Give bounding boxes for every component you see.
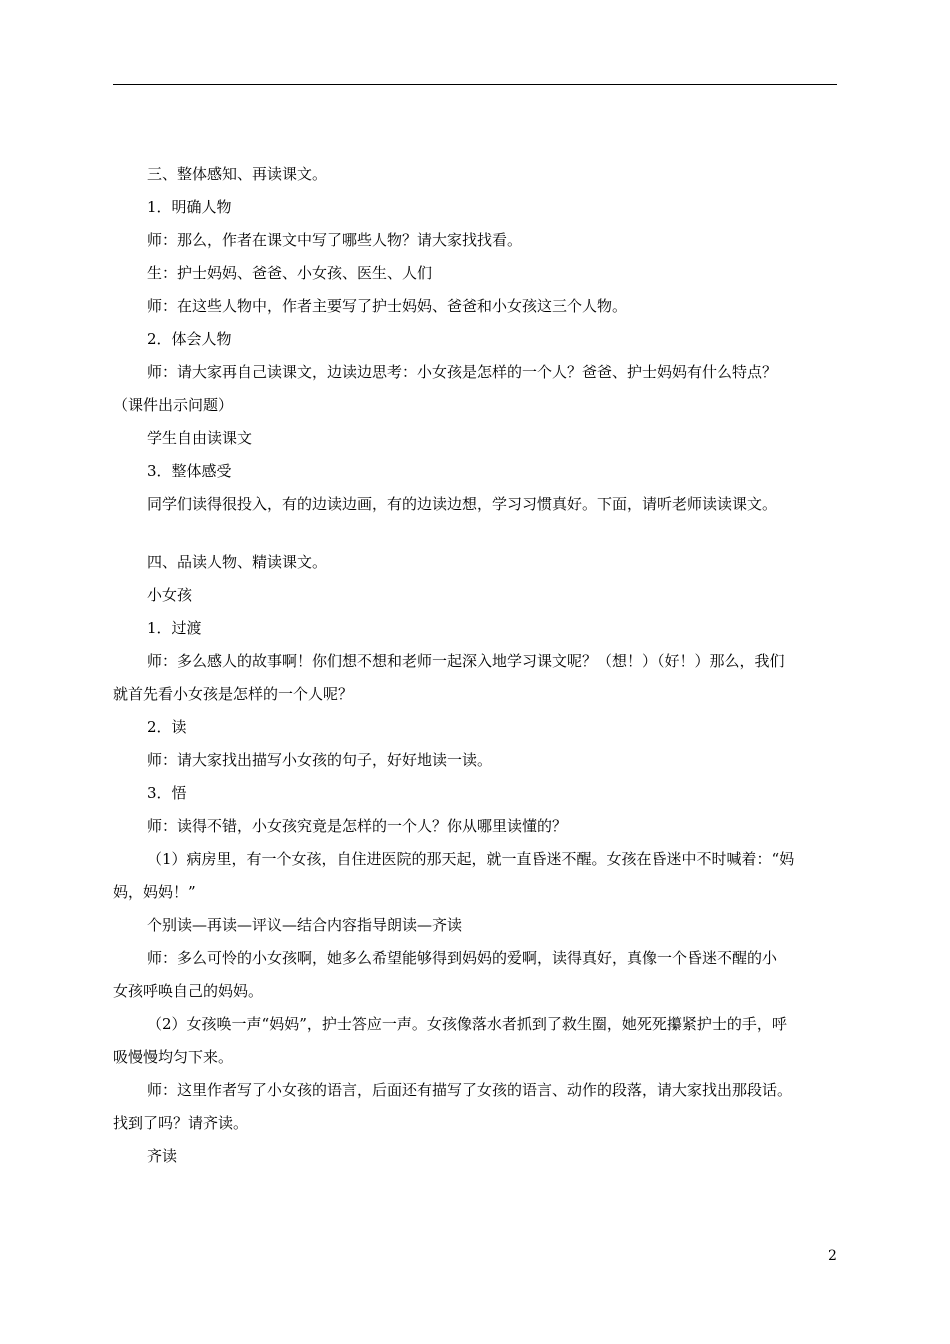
paragraph-line: 女孩呼唤自己的妈妈。 (113, 982, 264, 1000)
subheading: 2．体会人物 (147, 330, 232, 348)
paragraph-line: （1）病房里，有一个女孩，自住进医院的那天起，就一直昏迷不醒。女孩在昏迷中不时喊着：“妈 (147, 850, 795, 868)
paragraph-line: 师：这里作者写了小女孩的语言，后面还有描写了女孩的语言、动作的段落，请大家找出那段话。 (147, 1081, 793, 1099)
subheading: 3．悟 (147, 784, 187, 802)
paragraph-line: （课件出示问题） (113, 396, 234, 414)
page-number: 2 (828, 1248, 837, 1264)
subheading: 1．明确人物 (147, 198, 232, 216)
section-heading: 四、品读人物、精读课文。 (147, 553, 328, 571)
paragraph-line: 师：在这些人物中，作者主要写了护士妈妈、爸爸和小女孩这三个人物。 (147, 297, 628, 315)
paragraph-line: 生：护士妈妈、爸爸、小女孩、医生、人们 (147, 264, 433, 282)
paragraph-line: 师：多么可怜的小女孩啊，她多么希望能够得到妈妈的爱啊，读得真好，真像一个昏迷不醒的小 (147, 949, 778, 967)
section-gap (113, 521, 837, 546)
header-rule (113, 84, 837, 85)
paragraph-line: 师：请大家找出描写小女孩的句子，好好地读一读。 (147, 751, 493, 769)
paragraph-line: 吸慢慢均匀下来。 (113, 1048, 234, 1066)
paragraph-line: 同学们读得很投入，有的边读边画，有的边读边想，学习习惯真好。下面，请听老师读读课文。 (147, 495, 778, 513)
paragraph-line: 师：请大家再自己读课文，边读边思考：小女孩是怎样的一个人？爸爸、护士妈妈有什么特点？ (147, 363, 778, 381)
subheading: 2．读 (147, 718, 187, 736)
paragraph-line: 找到了吗？请齐读。 (113, 1114, 249, 1132)
paragraph-line: 齐读 (147, 1147, 178, 1165)
paragraph-line: （2）女孩唤一声“妈妈”，护士答应一声。女孩像落水者抓到了救生圈，她死死攥紧护士的手，呼 (147, 1015, 787, 1033)
paragraph-line: 个别读—再读—评议—结合内容指导朗读—齐读 (147, 916, 463, 934)
paragraph-line: 师：多么感人的故事啊！你们想不想和老师一起深入地学习课文呢？（想！）（好！）那么，我们 (147, 652, 785, 670)
paragraph-line: 妈，妈妈！” (113, 883, 196, 901)
paragraph-line: 就首先看小女孩是怎样的一个人呢？ (113, 685, 354, 703)
subheading: 1．过渡 (147, 619, 202, 637)
section-heading: 三、整体感知、再读课文。 (147, 165, 328, 183)
paragraph-line: 师：那么，作者在课文中写了哪些人物？请大家找找看。 (147, 231, 523, 249)
subheading: 3．整体感受 (147, 462, 232, 480)
subheading: 小女孩 (147, 586, 193, 604)
paragraph-line: 师：读得不错，小女孩究竟是怎样的一个人？你从哪里读懂的？ (147, 817, 568, 835)
paragraph-line: 学生自由读课文 (147, 429, 253, 447)
document-body (113, 158, 837, 1173)
